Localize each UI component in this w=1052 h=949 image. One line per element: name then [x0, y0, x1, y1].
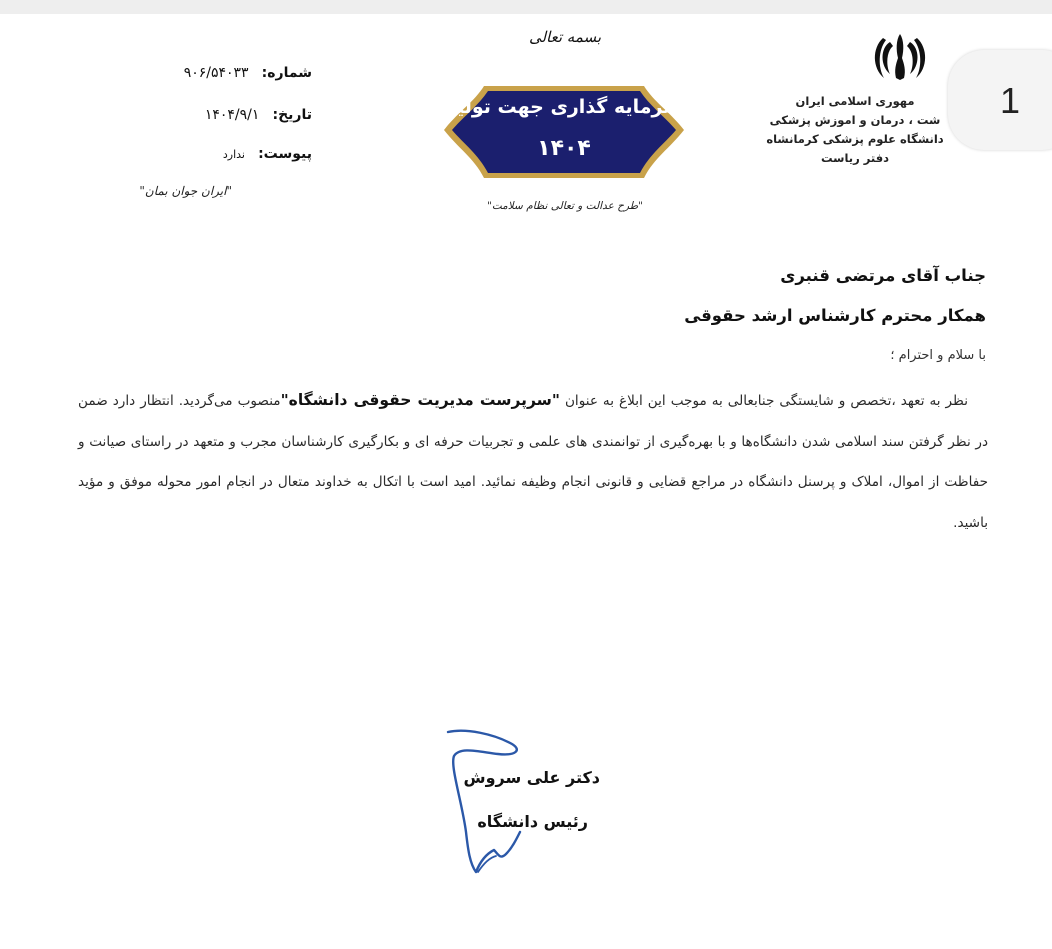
page-number-badge — [948, 50, 1052, 150]
organization-header — [760, 92, 950, 168]
attachment-value: ندارد — [222, 148, 245, 161]
banner-year: ۱۴۰۴ — [537, 136, 591, 161]
org-line: شت ، درمان و اموزش پزشکی — [769, 113, 941, 127]
banner-title: سرمایه گذاری جهت تولید — [445, 96, 683, 118]
top-bar — [0, 0, 1052, 14]
appointed-position: "سرپرست مدیریت حقوقی دانشگاه" — [280, 391, 560, 409]
iran-emblem-icon — [872, 28, 928, 84]
attachment-label: پیوست: — [258, 146, 312, 162]
org-line: دانشگاه علوم پزشکی کرمانشاه — [766, 132, 944, 146]
basmala: بسمه تعالی — [528, 28, 602, 46]
page-number: 1 — [1000, 80, 1021, 121]
date-value: ۱۴۰۴/۹/۱ — [204, 107, 260, 123]
letter-number-row — [184, 62, 312, 81]
number-label: شماره: — [261, 65, 312, 81]
letter-body — [78, 380, 988, 543]
date-label: تاریخ: — [272, 107, 312, 123]
signatory-title: رئیس دانشگاه — [477, 812, 588, 831]
signature-scribble — [436, 722, 546, 882]
org-line: مهوری اسلامی ایران — [795, 94, 915, 108]
body-intro: نظر به تعهد ،تخصص و شایستگی جنابعالی به موجب این ابلاغ به عنوان — [564, 393, 968, 409]
number-value: ۹۰۶/۵۴۰۳۳ — [183, 65, 249, 81]
attachment-row — [223, 143, 312, 162]
greeting: با سلام و احترام ؛ — [890, 348, 986, 363]
org-line: دفتر ریاست — [820, 151, 890, 165]
slogan: "ایران جوان بمان" — [139, 184, 232, 198]
recipient-role: همکار محترم کارشناس ارشد حقوقی — [684, 306, 986, 325]
signatory-name: دکتر علی سروش — [463, 768, 600, 787]
recipient-name: جناب آقای مرتضی قنبری — [780, 266, 986, 285]
year-slogan-banner — [440, 78, 688, 188]
motto: "طرح عدالت و تعالی نظام سلامت" — [487, 200, 643, 212]
letter-date-row — [205, 104, 312, 123]
body-continuation: منصوب می‌گردید. انتظار دارد ضمن در نظر گرفتن سند اسلامی شدن دانشگاه‌ها و با بهره‌گیری از توانمندی های علمی و تجربیات حرفه ای و بکارگیری کارشناسان مجرب و متعهد در راستای صیانت و حفاظت از اموال، املاک و پرسنل دانشگاه در مراجع قضایی و قانونی انجام وظیفه نمائید. امید است با اتکال به خداوند متعال در انجام امور محوله موفق و مؤید باشید. — [78, 393, 988, 531]
